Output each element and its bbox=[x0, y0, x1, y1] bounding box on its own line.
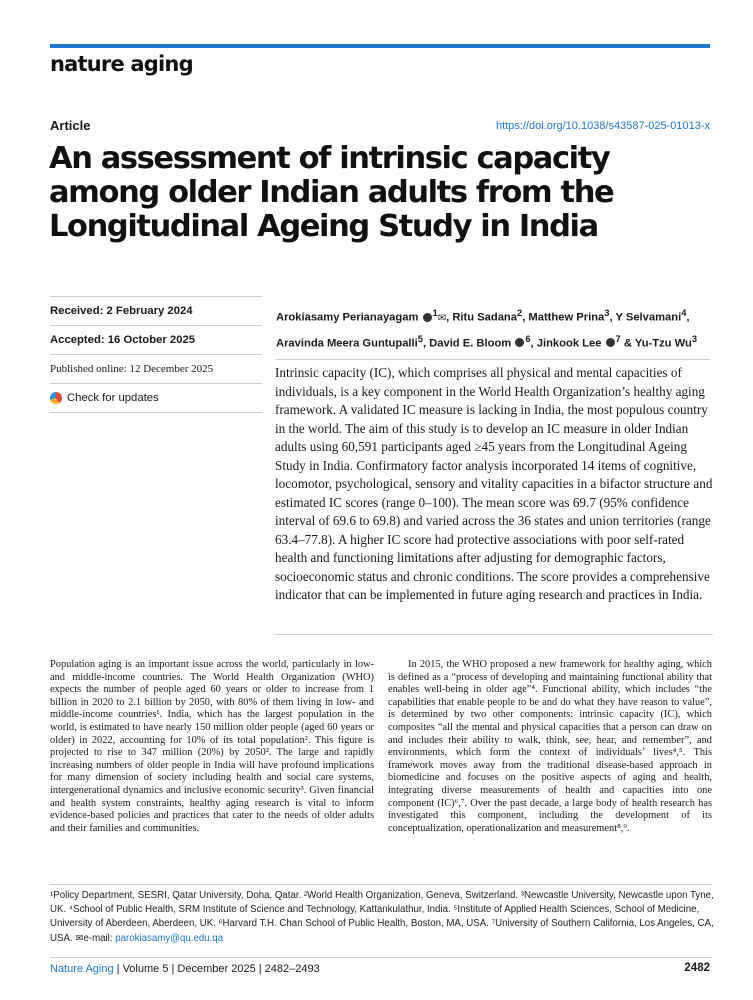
affiliation-marker: 3 bbox=[691, 333, 698, 344]
author-name[interactable]: Aravinda Meera Guntupalli bbox=[276, 337, 418, 350]
author-name[interactable]: , Y Selvamani bbox=[609, 311, 682, 324]
author-name[interactable]: & Yu-Tzu Wu bbox=[623, 337, 692, 350]
header-accent-bar bbox=[50, 44, 710, 48]
abstract-text: Intrinsic capacity (IC), which comprises all physical and mental capacities of individuals, is a key component in the World Health Organization’s healthy aging framework. A validated IC measure is lacking in India, the most populous country in the world. The aim of this study is to develop an IC measure in older Indian adults using 60,591 participants aged ≥45 years from the Longitudinal Ageing Study in India. Confirmatory factor analysis incorporated 14 items of cognitive, locomotor, psychological, sensory and vitality capacities in a bifactor structure and estimated IC scores (range 0–100). The mean score was 69.7 (95% confidence interval of 69.6 to 69.8) and varied across the 36 states and union territories (range 63.4–77.8). A higher IC score had protective associations with poor self-rated health and functioning limitations after adjusting for demographic factors, socioeconomic status and chronic conditions. The score provides a comprehensive indicator that can be implemented in future aging research and practices in India. bbox=[275, 365, 713, 602]
dates-divider bbox=[50, 412, 262, 413]
orcid-icon[interactable] bbox=[423, 313, 432, 322]
check-for-updates-label: Check for updates bbox=[67, 392, 159, 404]
affiliation-marker: 6 bbox=[525, 333, 531, 344]
author-name[interactable]: , Matthew Prina bbox=[522, 311, 605, 324]
page-number: 2482 bbox=[684, 962, 710, 974]
affiliation-marker: 1 bbox=[432, 308, 438, 318]
body-column-left: Population aging is an important issue across the world, particularly in low- and middle-income countries. The World Health Organization (WHO) expects the number of people aged 60 years or older to increase from 1 billion in 2020 to 2.1 billion by 2050, with 80% of them living in low- and middle-income countries¹. India, which has the largest population in the world, is estimated to have nearly 150 million older people (aged 60 years or older) in 2022, accounting for 10% of its total population². This figure is projected to rise to 347 million (20%) by 2050². The large and rapidly increasing numbers of older people in India will have profound implications for many dimension of society including health and social care systems, intergenerational dynamics and inclusive economic security³. Given financial and health system constraints, healthy aging research is vital to inform evidence-based policies and practices that cater to the needs of older adults and their families and communities. bbox=[50, 659, 374, 834]
orcid-icon[interactable] bbox=[606, 338, 615, 347]
orcid-icon[interactable] bbox=[515, 338, 524, 347]
envelope-icon[interactable]: ✉ bbox=[437, 312, 447, 324]
doi-link[interactable]: https://doi.org/10.1038/s43587-025-01013-x bbox=[495, 120, 710, 132]
envelope-icon: ✉ bbox=[75, 932, 84, 944]
author-name[interactable]: , David E. Bloom bbox=[422, 337, 512, 350]
crossmark-icon bbox=[50, 392, 62, 404]
body-column-right: In 2015, the WHO proposed a new framework for healthy aging, which is defined as a “process of developing and maintaining functional ability that enables well-being in older age”⁴. Functional ability, which includes “the capabilities that enable people to be and do what they have reason to value”, is determined by two other components: intrinsic capacity (IC), which composites “all the mental and physical capacities that a person can draw on and includes their ability to walk, think, see, hear, and remember”, and environments, which form the context of individuals’ lives⁴,⁵. This framework moves away from the traditional disease-based approach in biomedicine and focuses on the positive aspects of aging and health, integrating diverse measurements of health and capacities into one component (IC)⁶,⁷. Over the past decade, a large body of health research has investigated this component, including the development of its conceptualization, operationalization and measurement⁸,⁹. bbox=[388, 659, 712, 834]
affiliation-marker: 2 bbox=[517, 308, 523, 318]
check-for-updates-button[interactable] bbox=[50, 383, 262, 412]
author-list: Arokiasamy Perianayagam $^1$✉, Ritu Sadana$^2$, Matthew Prina$^3$, Y Selvamani$^4$, Aravinda Meera Guntupalli$^5$, David E. Bloom $^6$, Jinkook Lee $^7$ & Yu-Tzu Wu$^3$ bbox=[276, 308, 698, 350]
abstract-divider bbox=[275, 634, 713, 635]
affiliation-marker: 7 bbox=[615, 333, 621, 344]
author-name[interactable]: , Jinkook Lee bbox=[530, 337, 602, 350]
journal-logo[interactable]: nature aging bbox=[50, 52, 193, 76]
affiliation-marker: 4 bbox=[681, 308, 687, 318]
author-name[interactable]: , Ritu Sadana bbox=[446, 311, 517, 324]
accepted-date: Accepted: 16 October 2025 bbox=[50, 325, 262, 354]
received-date: Received: 2 February 2024 bbox=[50, 296, 262, 325]
email-link[interactable]: parokiasamy@qu.edu.qa bbox=[115, 932, 224, 944]
affiliations-text: ¹Policy Department, SESRI, Qatar University, Doha, Qatar. ²World Health Organization, Geneva, Switzerland. ³Newcastle University, Newcastle upon Tyne, UK. ⁴School of Public Health, SRM Institute of Science and Technology, Kattankulathur, India. ⁵Institute of Applied Health Sciences, School of Medicine, University of Aberdeen, Aberdeen, UK. ⁶Harvard T.H. Chan School of Public Health, Boston, MA, USA. ⁷University of Southern California, Los Angeles, CA, USA. bbox=[50, 890, 714, 944]
footer-volume-info: | Volume 5 | December 2025 | 2482–2493 bbox=[113, 963, 320, 975]
footer-journal-name[interactable]: Nature Aging bbox=[50, 963, 114, 975]
authors-divider bbox=[276, 359, 710, 360]
author-name[interactable]: Arokiasamy Perianayagam bbox=[276, 311, 419, 324]
affiliations-footnote bbox=[50, 889, 715, 946]
email-label: e-mail: bbox=[83, 932, 113, 944]
affiliations-divider bbox=[50, 884, 712, 885]
footer-citation bbox=[50, 963, 320, 975]
article-title: An assessment of intrinsic capacity among older Indian adults from the Longitudinal Ageing Study in India bbox=[49, 141, 614, 244]
article-type-label: Article bbox=[50, 118, 91, 133]
affiliation-marker: 3 bbox=[604, 308, 610, 318]
footer-divider bbox=[50, 957, 712, 958]
affiliation-marker: 5 bbox=[417, 333, 423, 344]
published-date: Published online: 12 December 2025 bbox=[50, 354, 262, 383]
article-dates-panel bbox=[50, 296, 262, 413]
